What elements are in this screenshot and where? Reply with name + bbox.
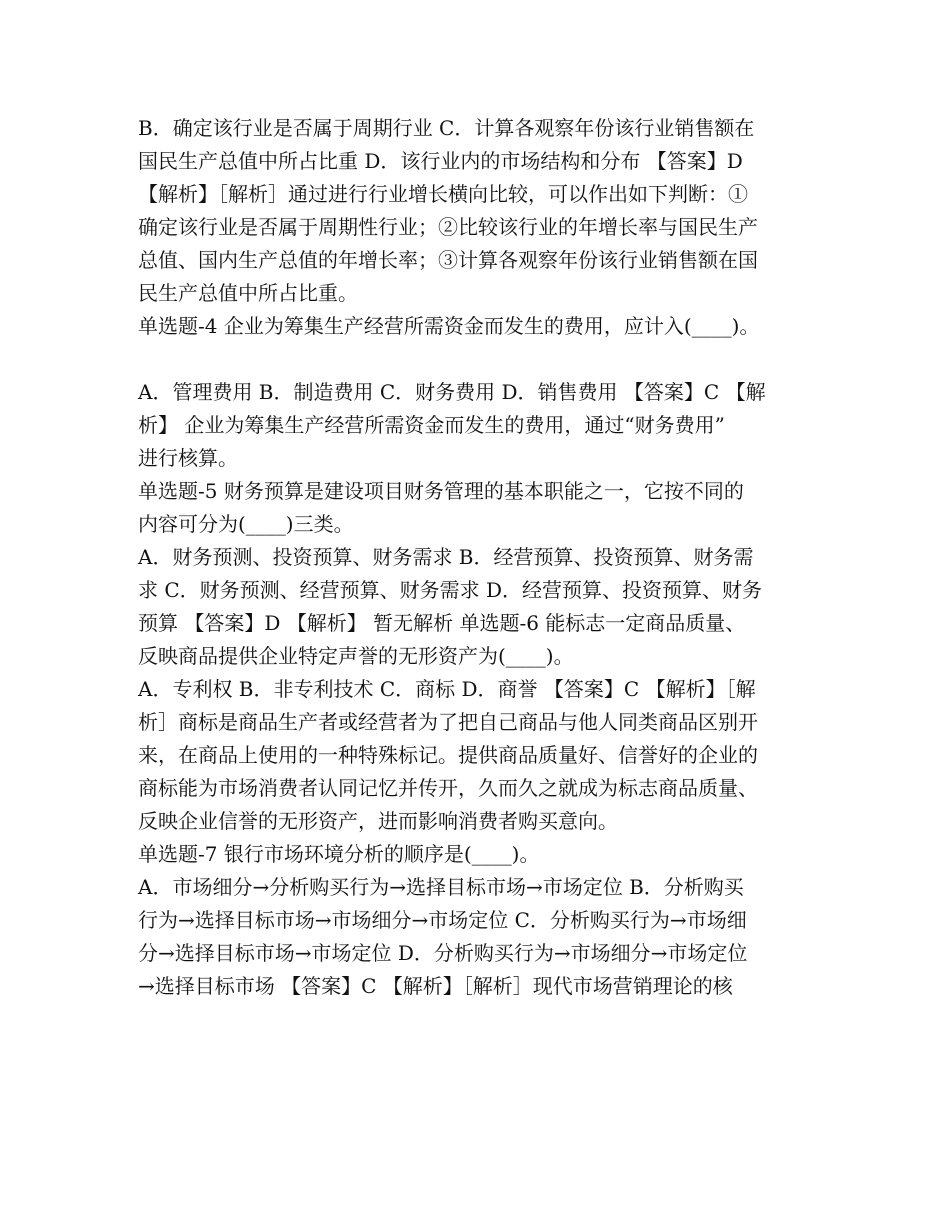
text-line: 总值、国内生产总值的年增长率；③计算各观察年份该行业销售额在国 <box>138 248 758 272</box>
question-5-line: 单选题-5 财务预算是建设项目财务管理的基本职能之一，它按不同的 <box>138 479 744 503</box>
text-line: 内容可分为(____)三类。 <box>138 512 354 536</box>
text-line: 来，在商品上使用的一种特殊标记。提供商品质量好、信誉好的企业的 <box>138 743 758 767</box>
text-line: 确定该行业是否属于周期性行业；②比较该行业的年增长率与国民生产 <box>138 215 758 239</box>
text-line: 析】 企业为筹集生产经营所需资金而发生的费用，通过“财务费用” <box>138 413 725 437</box>
text-line: 国民生产总值中所占比重 D．该行业内的市场结构和分布 【答案】D <box>138 149 743 173</box>
text-line: →选择目标市场 【答案】C 【解析】［解析］现代市场营销理论的核 <box>138 974 733 998</box>
text-line: 析］商标是商品生产者或经营者为了把自己商品与他人同类商品区别开 <box>138 710 758 734</box>
text-line: 进行核算。 <box>138 446 238 470</box>
text-line: 民生产总值中所占比重。 <box>138 281 358 305</box>
text-line: 求 C．财务预测、经营预算、财务需求 D．经营预算、投资预算、财务 <box>138 578 763 602</box>
text-line: 反映商品提供企业特定声誉的无形资产为(____)。 <box>138 644 574 668</box>
text-line: 分→选择目标市场→市场定位 D．分析购买行为→市场细分→市场定位 <box>138 941 748 965</box>
text-line: A．财务预测、投资预算、财务需求 B．经营预算、投资预算、财务需 <box>138 545 754 569</box>
text-line: A．管理费用 B．制造费用 C．财务费用 D．销售费用 【答案】C 【解 <box>138 380 766 404</box>
question-4-line: 单选题-4 企业为筹集生产经营所需资金而发生的费用，应计入(____)。 <box>138 314 760 338</box>
text-line: 反映企业信誉的无形资产，进而影响消费者购买意向。 <box>138 809 618 833</box>
question-7-line: 单选题-7 银行市场环境分析的顺序是(____)。 <box>138 842 540 866</box>
text-line: 行为→选择目标市场→市场细分→市场定位 C．分析购买行为→市场细 <box>138 908 747 932</box>
text-line: A．专利权 B．非专利技术 C．商标 D．商誉 【答案】C 【解析】［解 <box>138 677 756 701</box>
text-line: 【解析】［解析］通过进行行业增长横向比较，可以作出如下判断：① <box>138 182 748 206</box>
text-line: A．市场细分→分析购买行为→选择目标市场→市场定位 B．分析购买 <box>138 875 744 899</box>
text-line: B．确定该行业是否属于周期行业 C．计算各观察年份该行业销售额在 <box>138 116 755 140</box>
document-body <box>138 112 818 1003</box>
blank-line <box>138 343 818 376</box>
text-line: 商标能为市场消费者认同记忆并传开，久而久之就成为标志商品质量、 <box>138 776 758 800</box>
text-line: 预算 【答案】D 【解析】 暂无解析 单选题-6 能标志一定商品质量、 <box>138 611 746 635</box>
